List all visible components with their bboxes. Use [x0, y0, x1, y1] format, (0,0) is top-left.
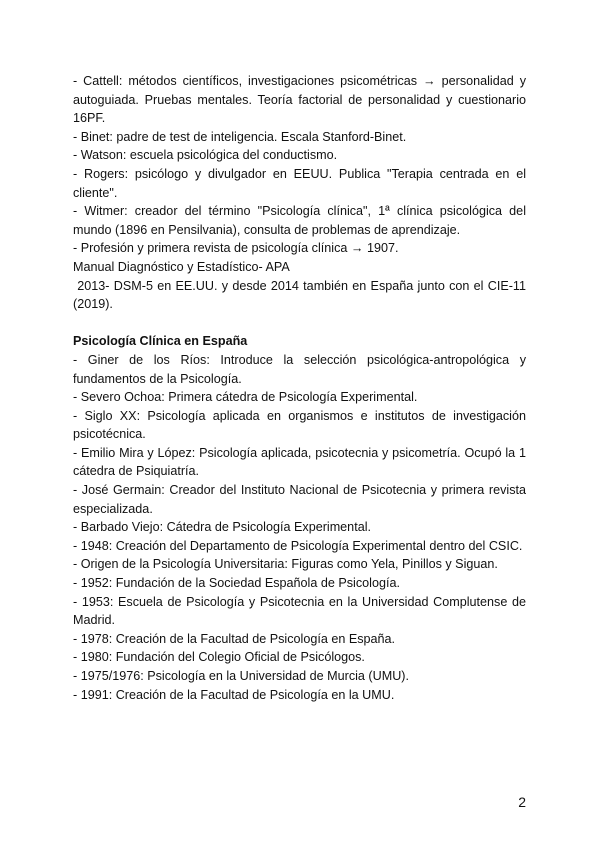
paragraph-ochoa: - Severo Ochoa: Primera cátedra de Psicología Experimental.: [73, 390, 418, 405]
paragraph-cattell: - Cattell: métodos científicos, investigaciones psicométricas → personalidad y autoguiada. Pruebas mentales. Teoría factorial de personalidad y cuestionario 16PF.: [73, 74, 526, 126]
section-heading: Psicología Clínica en España: [73, 334, 248, 349]
paragraph-profesion: - Profesión y primera revista de psicología clínica → 1907.: [73, 241, 399, 256]
document-body: [73, 72, 530, 704]
paragraph-dsm5: 2013- DSM-5 en EE.UU. y desde 2014 también en España junto con el CIE-11 (2019).: [73, 278, 530, 312]
paragraph-watson: - Watson: escuela psicológica del conductismo.: [73, 148, 338, 163]
section-gap: [73, 314, 526, 333]
paragraph-1991: - 1991: Creación de la Facultad de Psicología en la UMU.: [73, 687, 395, 702]
paragraph-1952: - 1952: Fundación de la Sociedad Española de Psicología.: [73, 576, 400, 591]
paragraph-barbado: - Barbado Viejo: Cátedra de Psicología Experimental.: [73, 520, 371, 535]
paragraph-rogers: - Rogers: psicólogo y divulgador en EEUU. Publica "Terapia centrada en el cliente".: [73, 166, 526, 200]
paragraph-manual: Manual Diagnóstico y Estadístico- APA: [73, 259, 290, 274]
paragraph-1953: - 1953: Escuela de Psicología y Psicotecnia en la Universidad Complutense de Madrid.: [73, 594, 526, 628]
paragraph-binet: - Binet: padre de test de inteligencia. Escala Stanford-Binet.: [73, 129, 407, 144]
paragraph-1948: - 1948: Creación del Departamento de Psicología Experimental dentro del CSIC.: [73, 538, 523, 553]
paragraph-giner: - Giner de los Ríos: Introduce la selección psicológica-antropológica y fundamentos de la Psicología.: [73, 352, 526, 386]
paragraph-origen: - Origen de la Psicología Universitaria: Figuras como Yela, Pinillos y Siguan.: [73, 557, 498, 572]
page-number: 2: [518, 794, 526, 810]
paragraph-1978: - 1978: Creación de la Facultad de Psicología en España.: [73, 631, 396, 646]
paragraph-germain: - José Germain: Creador del Instituto Nacional de Psicotecnia y primera revista especializada.: [73, 483, 526, 516]
paragraph-mira: - Emilio Mira y López: Psicología aplicada, psicotecnia y psicometría. Ocupó la 1 cátedra de Psiquiatría.: [73, 445, 526, 479]
paragraph-1975: - 1975/1976: Psicología en la Universidad de Murcia (UMU).: [73, 669, 409, 683]
paragraph-witmer: - Witmer: creador del término "Psicología clínica", 1ª clínica psicológica del mundo (1896 en Pensilvania), consulta de problemas de aprendizaje.: [73, 204, 526, 237]
paragraph-1980: - 1980: Fundación del Colegio Oficial de Psicólogos.: [73, 650, 365, 665]
paragraph-siglo-xx: - Siglo XX: Psicología aplicada en organismos e institutos de investigación psicotécnica.: [73, 408, 526, 442]
